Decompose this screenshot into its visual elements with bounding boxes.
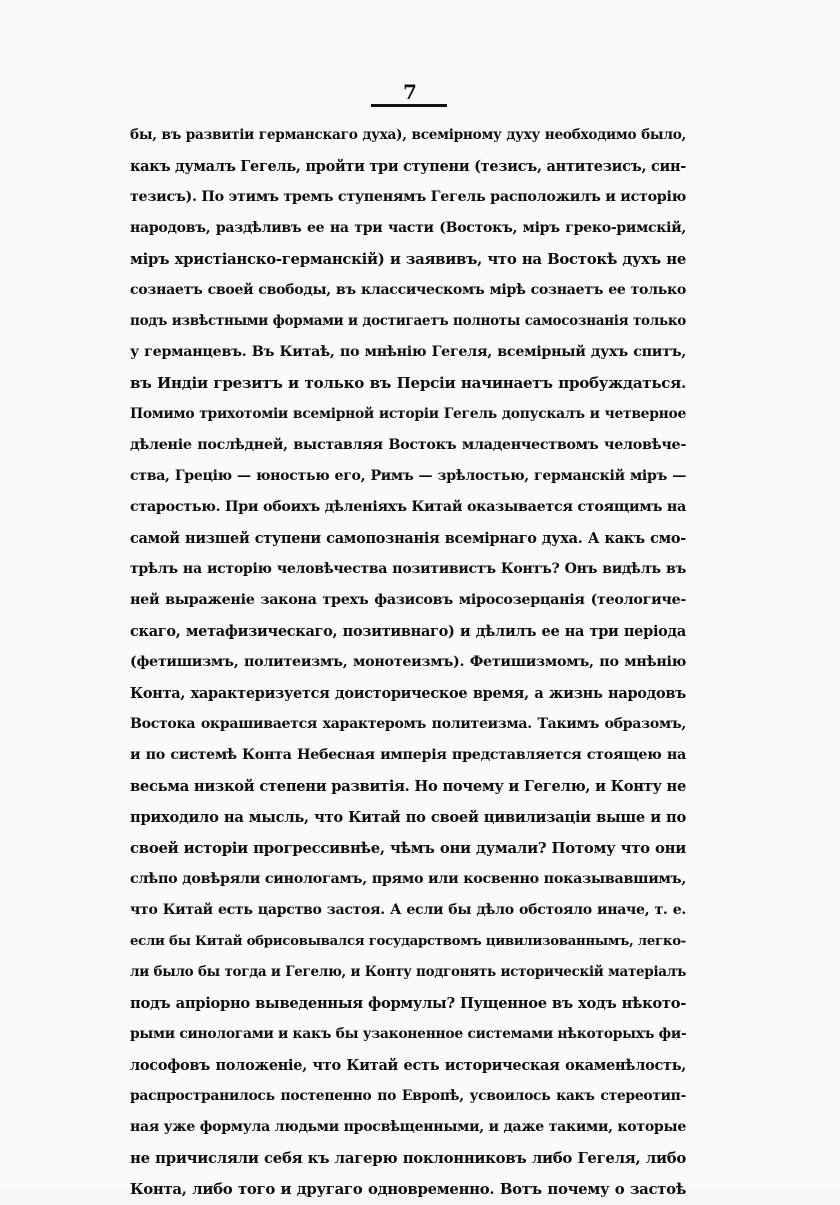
text-line: міръ христіанско-германскій) и заявивъ, что на Востокѣ духъ не bbox=[130, 250, 686, 268]
text-line: тезисъ). По этимъ тремъ ступенямъ Гегель расположилъ и исторію bbox=[130, 189, 686, 205]
text-line: весьма низкой степени развитія. Но почему и Гегелю, и Конту не bbox=[130, 778, 686, 795]
text-line: скаго, метафизическаго, позитивнаго) и дѣлилъ ее на три періода bbox=[130, 623, 686, 640]
text-line: если бы Китай обрисовывался государствомъ цивилизованнымъ, легко- bbox=[130, 934, 686, 949]
text-line: Конта, характеризуется доисторическое время, а жизнь народовъ bbox=[130, 685, 686, 702]
text-line: дѣленіе послѣдней, выставляя Востокъ младенчествомъ человѣче- bbox=[130, 437, 686, 453]
page-number: 7 bbox=[403, 80, 417, 104]
text-line: Конта, либо того и другаго одновременно. Вотъ почему о застоѣ bbox=[130, 1180, 686, 1198]
header-rule bbox=[371, 104, 447, 107]
text-line: лософовъ положеніе, что Китай есть историческая окаменѣлость, bbox=[130, 1057, 686, 1074]
text-line: ней выраженіе закона трехъ фазисовъ міросозерцанія (теологиче- bbox=[130, 592, 686, 608]
text-line: сознаетъ своей свободы, въ классическомъ мірѣ сознаетъ ее только bbox=[130, 282, 686, 298]
text-line: у германцевъ. Въ Китаѣ, по мнѣнію Гегеля, всемірный духъ спитъ, bbox=[130, 344, 686, 360]
text-line: рыми синологами и какъ бы узаконенное системами нѣкоторыхъ фи- bbox=[130, 1026, 686, 1042]
text-line: своей исторіи прогрессивнѣе, чѣмъ они думали? Потому что они bbox=[130, 839, 686, 857]
text-line: трѣлъ на исторію человѣчества позитивистъ Контъ? Онъ видѣлъ въ bbox=[130, 561, 686, 577]
text-line: подъ апріорно выведенныя формулы? Пущенное въ ходъ нѣкото- bbox=[130, 995, 686, 1012]
text-line: (фетишизмъ, политеизмъ, монотеизмъ). Фетишизмомъ, по мнѣнію bbox=[130, 654, 686, 670]
text-line: самой низшей ступени самопознанія всемірнаго духа. А какъ смо- bbox=[130, 530, 686, 547]
text-line: и по системѣ Конта Небесная имперія представляется стоящею на bbox=[130, 747, 686, 763]
text-line: Помимо трихотоміи всемірной исторіи Гегель допускалъ и четверное bbox=[130, 406, 686, 422]
text-line: ная уже формула людьми просвѣщенными, и даже такими, которые bbox=[130, 1119, 686, 1135]
text-line: ства, Грецію — юностью его, Римъ — зрѣлостью, германскій міръ — bbox=[130, 468, 686, 484]
text-line: бы, въ развитіи германскаго духа), всемірному духу необходимо было, bbox=[130, 127, 686, 143]
text-line: старостью. При обоихъ дѣленіяхъ Китай оказывается стоящимъ на bbox=[130, 499, 686, 515]
text-line: Востока окрашивается характеромъ политеизма. Такимъ образомъ, bbox=[130, 716, 686, 732]
text-line: какъ думалъ Гегель, пройти три ступени (тезисъ, антитезисъ, син- bbox=[130, 158, 686, 175]
body-text bbox=[130, 120, 686, 1205]
text-line: что Китай есть царство застоя. А если бы дѣло обстояло иначе, т. е. bbox=[130, 902, 686, 918]
text-line: народовъ, раздѣливъ ее на три части (Востокъ, міръ греко-римскій, bbox=[130, 220, 686, 236]
text-line: ли было бы тогда и Гегелю, и Конту подгонять историческій матеріалъ bbox=[130, 964, 686, 980]
text-line: подъ извѣстными формами и достигаетъ полноты самосознанія только bbox=[130, 313, 686, 329]
text-line: распространилось постепенно по Европѣ, усвоилось какъ стереотип- bbox=[130, 1088, 686, 1104]
text-line: приходило на мысль, что Китай по своей цивилизаціи выше и по bbox=[130, 809, 686, 826]
text-line: въ Индіи грезитъ и только въ Персіи начинаетъ пробуждаться. bbox=[130, 374, 686, 392]
text-line: слѣпо довѣряли синологамъ, прямо или косвенно показывавшимъ, bbox=[130, 871, 686, 887]
text-line: не причисляли себя къ лагерю поклонниковъ либо Гегеля, либо bbox=[130, 1149, 686, 1167]
